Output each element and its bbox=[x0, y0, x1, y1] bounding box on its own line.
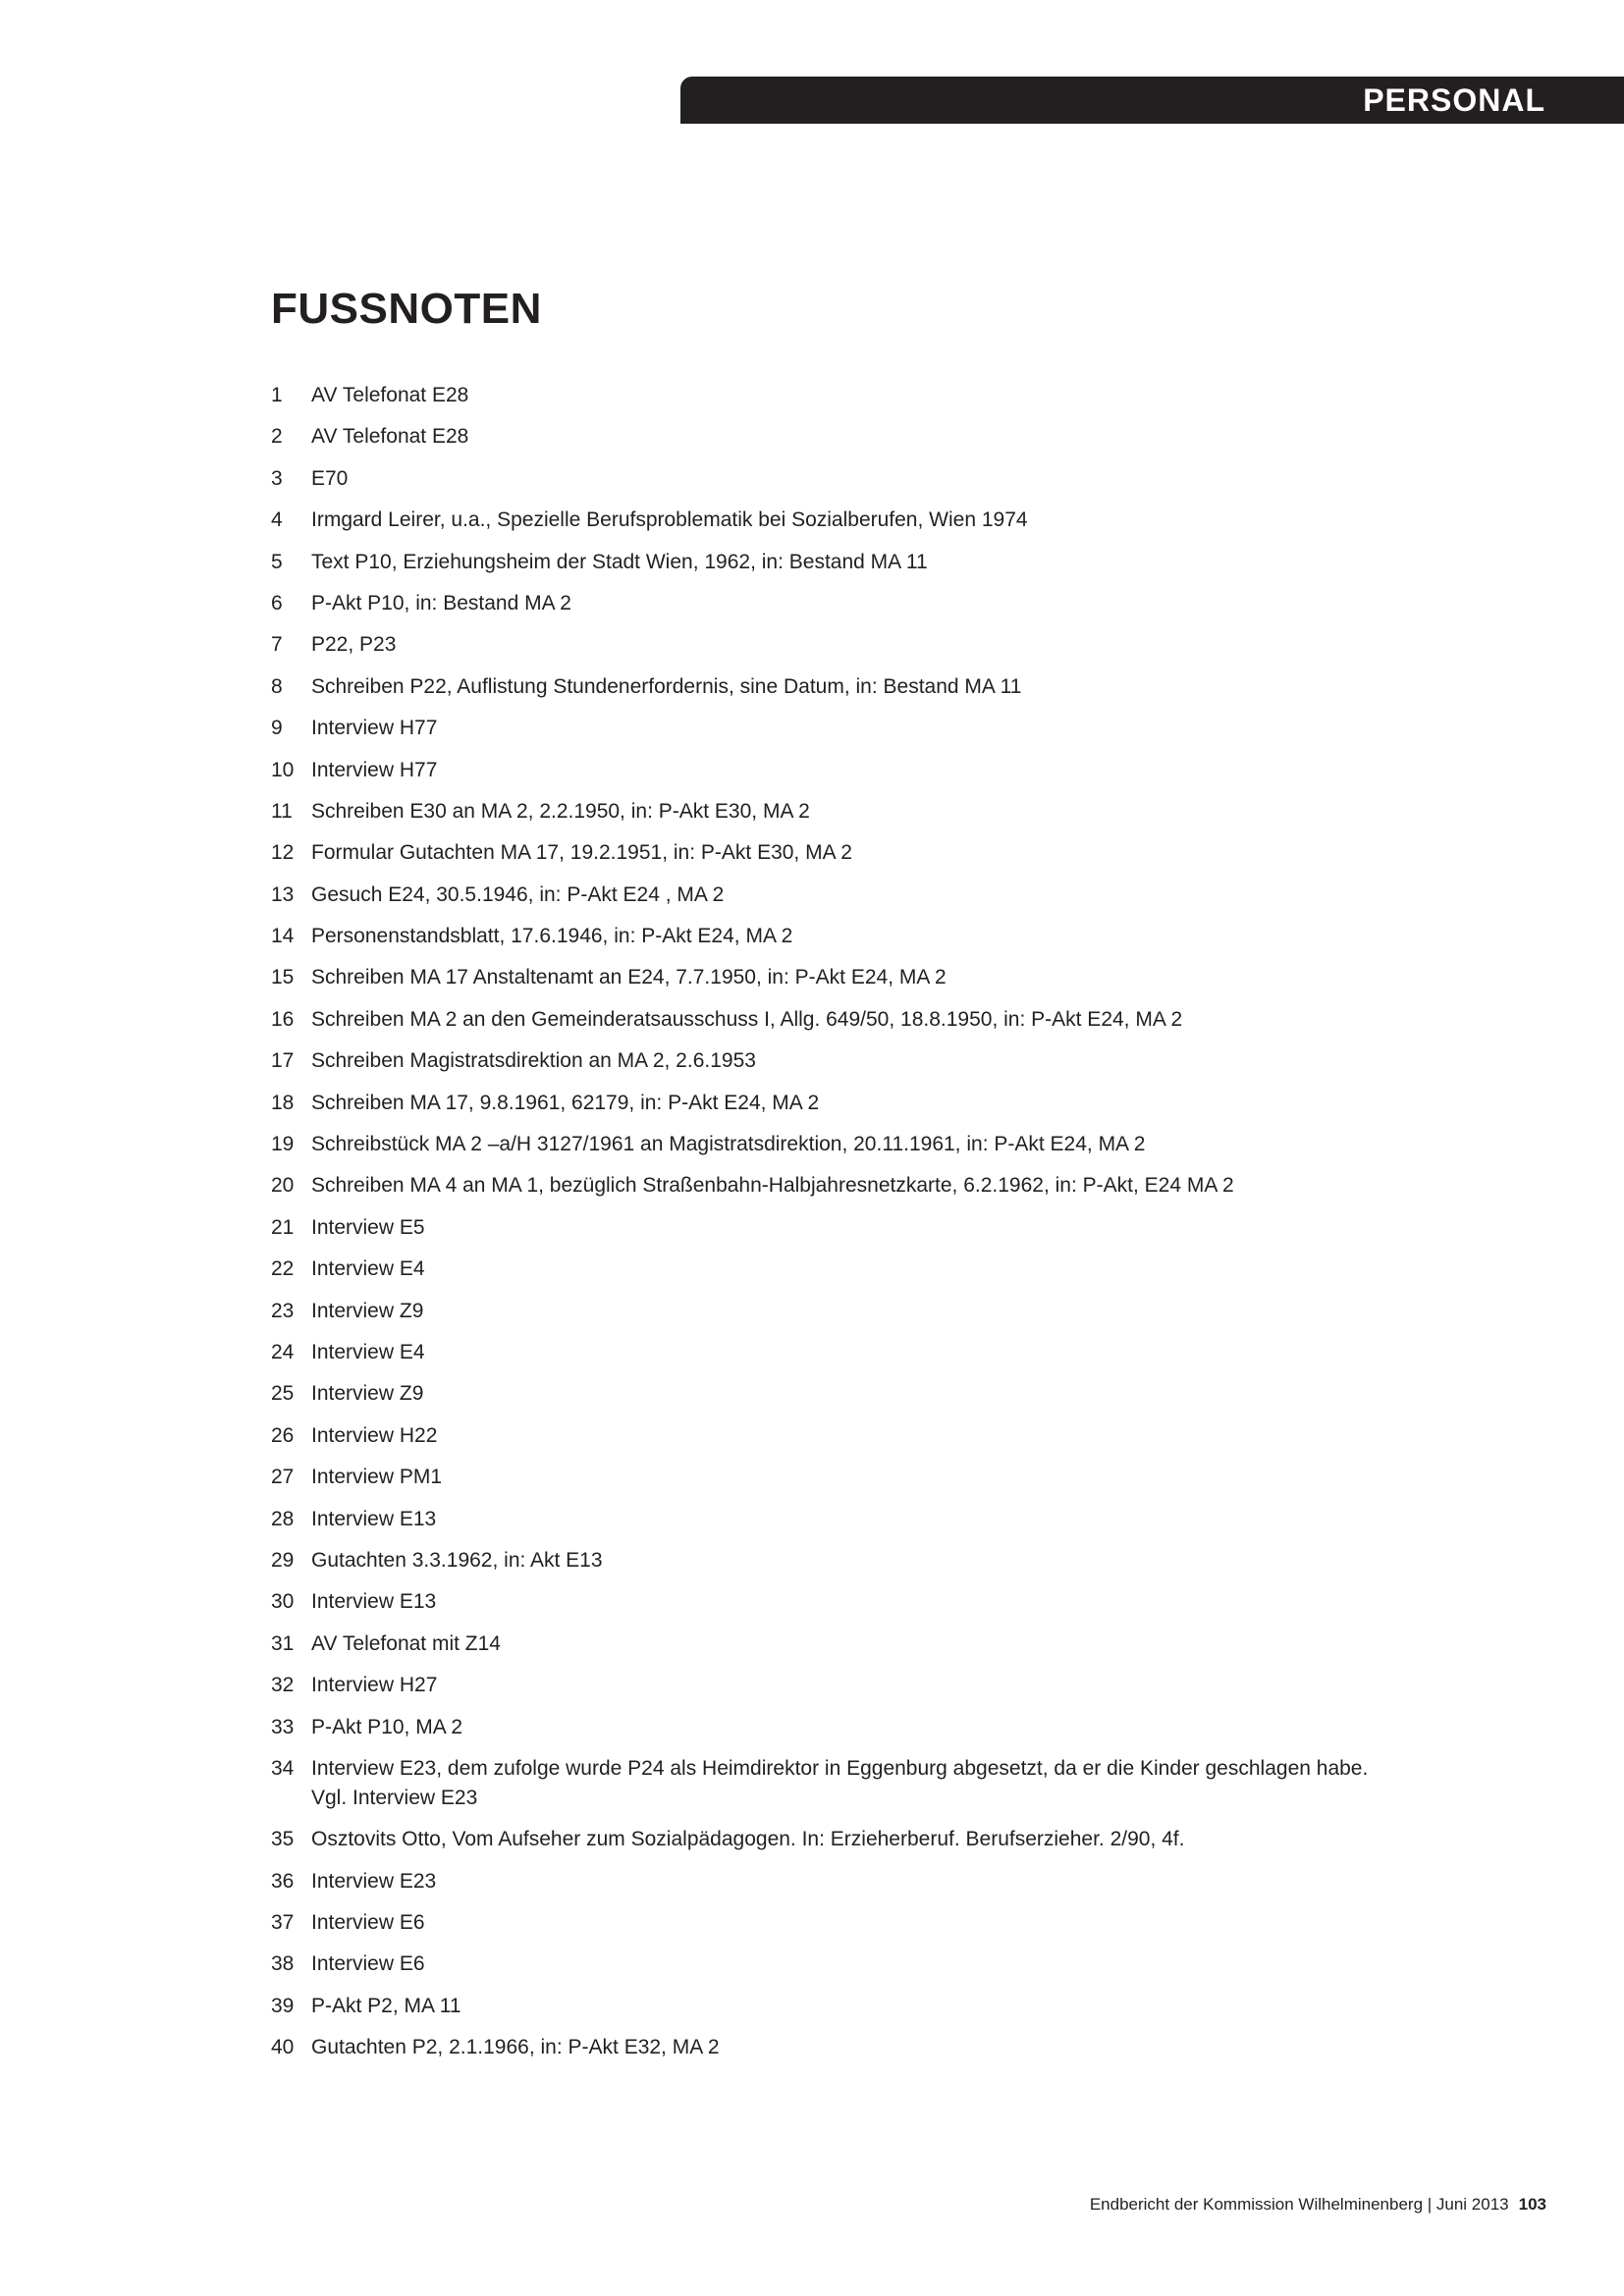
page-title: FUSSNOTEN bbox=[271, 285, 542, 333]
footnote-item bbox=[271, 756, 1400, 785]
footnote-text: Interview E13 bbox=[311, 1590, 437, 1614]
footnote-number: 2 bbox=[271, 425, 283, 449]
footnote-item bbox=[271, 1421, 1400, 1451]
footnote-number: 4 bbox=[271, 508, 283, 532]
footnote-item bbox=[271, 963, 1400, 992]
footnote-text: E70 bbox=[311, 466, 349, 490]
footnote-list bbox=[271, 381, 1400, 2075]
footnote-item bbox=[271, 1089, 1400, 1118]
footnote-text: Schreiben MA 17 Anstaltenamt an E24, 7.7.1950, in: P-Akt E24, MA 2 bbox=[311, 966, 947, 989]
footnote-item bbox=[271, 1992, 1400, 2021]
footnote-number: 38 bbox=[271, 1952, 295, 1976]
footnote-text: Schreiben MA 17, 9.8.1961, 62179, in: P-Akt E24, MA 2 bbox=[311, 1091, 820, 1114]
footnote-item bbox=[271, 1587, 1400, 1617]
footnote-text: Schreiben MA 4 an MA 1, bezüglich Straßenbahn-Halbjahresnetzkarte, 6.2.1962, in: P-Akt, E24 MA 2 bbox=[311, 1174, 1234, 1198]
footnote-number: 30 bbox=[271, 1590, 295, 1614]
footnote-number: 21 bbox=[271, 1215, 295, 1239]
footnote-text: Gutachten 3.3.1962, in: Akt E13 bbox=[311, 1548, 603, 1572]
footnote-text: Schreiben E30 an MA 2, 2.2.1950, in: P-Akt E30, MA 2 bbox=[311, 799, 810, 823]
footnote-text: Interview E13 bbox=[311, 1507, 437, 1530]
footnote-number: 39 bbox=[271, 1994, 295, 2017]
footnote-number: 15 bbox=[271, 966, 295, 989]
footnote-item bbox=[271, 1713, 1400, 1742]
footnote-text: P22, P23 bbox=[311, 633, 397, 657]
footnote-number: 34 bbox=[271, 1756, 295, 1780]
footnote-item bbox=[271, 1629, 1400, 1659]
footnote-number: 14 bbox=[271, 925, 295, 948]
footnote-text: AV Telefonat mit Z14 bbox=[311, 1631, 501, 1655]
footnote-text: Interview E4 bbox=[311, 1257, 425, 1281]
footnote-number: 36 bbox=[271, 1869, 295, 1893]
footnote-item bbox=[271, 1505, 1400, 1534]
footnote-text: Interview E23 bbox=[311, 1869, 437, 1893]
footnote-number: 11 bbox=[271, 799, 293, 823]
footnote-item bbox=[271, 1379, 1400, 1409]
footnote-number: 5 bbox=[271, 550, 283, 573]
footnote-number: 29 bbox=[271, 1548, 295, 1572]
footnote-number: 20 bbox=[271, 1174, 295, 1198]
footnote-item bbox=[271, 1130, 1400, 1159]
footnote-item bbox=[271, 381, 1400, 410]
footnote-number: 13 bbox=[271, 882, 295, 906]
footnote-item bbox=[271, 2033, 1400, 2062]
footnote-number: 3 bbox=[271, 466, 283, 490]
footnote-item bbox=[271, 589, 1400, 618]
footnote-text: Interview E5 bbox=[311, 1215, 425, 1239]
footnote-text: Interview H77 bbox=[311, 758, 438, 781]
footnote-item bbox=[271, 464, 1400, 494]
footnote-item bbox=[271, 630, 1400, 660]
footnote-number: 26 bbox=[271, 1423, 295, 1447]
footnote-text: P-Akt P10, MA 2 bbox=[311, 1715, 463, 1738]
footer-text: Endbericht der Kommission Wilhelminenberg | Juni 2013 bbox=[1089, 2195, 1509, 2214]
footnote-item bbox=[271, 1754, 1400, 1813]
footnote-item bbox=[271, 1005, 1400, 1035]
footnote-text: Interview E6 bbox=[311, 1911, 425, 1935]
footnote-number: 40 bbox=[271, 2036, 295, 2059]
footnote-number: 16 bbox=[271, 1007, 295, 1031]
footnote-text: Interview H27 bbox=[311, 1674, 438, 1697]
footnote-text: Interview PM1 bbox=[311, 1466, 443, 1489]
footnote-item bbox=[271, 797, 1400, 827]
footnote-number: 22 bbox=[271, 1257, 295, 1281]
footnote-text: Text P10, Erziehungsheim der Stadt Wien, 1962, in: Bestand MA 11 bbox=[311, 550, 928, 573]
footnote-item bbox=[271, 1546, 1400, 1575]
page-number: 103 bbox=[1518, 2195, 1546, 2214]
footnote-item bbox=[271, 1867, 1400, 1896]
footnote-item bbox=[271, 548, 1400, 577]
footnote-item bbox=[271, 1908, 1400, 1938]
footnote-item bbox=[271, 1338, 1400, 1367]
footnote-number: 1 bbox=[271, 384, 283, 406]
footnote-item bbox=[271, 881, 1400, 910]
footnote-text: Formular Gutachten MA 17, 19.2.1951, in: P-Akt E30, MA 2 bbox=[311, 841, 852, 865]
section-label: PERSONAL bbox=[1363, 81, 1545, 118]
footnote-text: Schreibstück MA 2 –a/H 3127/1961 an Magistratsdirektion, 20.11.1961, in: P-Akt E24, MA 2 bbox=[311, 1133, 1146, 1156]
footnote-number: 25 bbox=[271, 1382, 295, 1406]
footnote-text: Schreiben Magistratsdirektion an MA 2, 2.6.1953 bbox=[311, 1049, 756, 1073]
footnote-item bbox=[271, 506, 1400, 535]
footnote-number: 17 bbox=[271, 1049, 295, 1073]
footnote-item bbox=[271, 672, 1400, 702]
footnote-text: Interview Z9 bbox=[311, 1382, 424, 1406]
footnote-text: Interview E4 bbox=[311, 1340, 425, 1363]
footnote-text: Irmgard Leirer, u.a., Spezielle Berufsproblematik bei Sozialberufen, Wien 1974 bbox=[311, 508, 1028, 532]
section-header-tab bbox=[680, 77, 1624, 124]
footnote-number: 24 bbox=[271, 1340, 295, 1363]
footnote-text: AV Telefonat E28 bbox=[311, 384, 469, 406]
footnote-number: 31 bbox=[271, 1631, 295, 1655]
footnote-number: 18 bbox=[271, 1091, 295, 1114]
footnote-item bbox=[271, 1825, 1400, 1854]
footnote-number: 12 bbox=[271, 841, 295, 865]
footnote-text: Schreiben P22, Auflistung Stundenerfordernis, sine Datum, in: Bestand MA 11 bbox=[311, 674, 1022, 698]
footnote-text: Interview E6 bbox=[311, 1952, 425, 1976]
footnote-text: Gesuch E24, 30.5.1946, in: P-Akt E24 , MA 2 bbox=[311, 882, 725, 906]
footnote-number: 27 bbox=[271, 1466, 295, 1489]
footnote-text: Schreiben MA 2 an den Gemeinderatsausschuss I, Allg. 649/50, 18.8.1950, in: P-Akt E24, MA 2 bbox=[311, 1007, 1183, 1031]
footnote-text: Osztovits Otto, Vom Aufseher zum Sozialpädagogen. In: Erzieherberuf. Berufserzieher. 2/90, 4f. bbox=[311, 1828, 1185, 1851]
footnote-text: Interview Z9 bbox=[311, 1299, 424, 1322]
footnote-item bbox=[271, 422, 1400, 452]
footnote-text: P-Akt P2, MA 11 bbox=[311, 1994, 461, 2017]
footnote-item bbox=[271, 714, 1400, 743]
footnote-text: Gutachten P2, 2.1.1966, in: P-Akt E32, MA 2 bbox=[311, 2036, 720, 2059]
footnote-number: 32 bbox=[271, 1674, 295, 1697]
footnote-item bbox=[271, 922, 1400, 951]
page-footer bbox=[1090, 2195, 1546, 2215]
footnote-number: 10 bbox=[271, 758, 295, 781]
footnote-number: 33 bbox=[271, 1715, 295, 1738]
footnote-number: 19 bbox=[271, 1133, 295, 1156]
footnote-text: AV Telefonat E28 bbox=[311, 425, 469, 449]
footnote-text: Personenstandsblatt, 17.6.1946, in: P-Akt E24, MA 2 bbox=[311, 925, 793, 948]
footnote-number: 9 bbox=[271, 717, 283, 740]
footnote-number: 8 bbox=[271, 674, 283, 698]
footnote-number: 28 bbox=[271, 1507, 295, 1530]
footnote-item bbox=[271, 1046, 1400, 1076]
footnote-item bbox=[271, 1297, 1400, 1326]
footnote-item bbox=[271, 1171, 1400, 1201]
footnote-text: Interview H22 bbox=[311, 1423, 438, 1447]
footnote-number: 35 bbox=[271, 1828, 295, 1851]
footnote-item bbox=[271, 838, 1400, 868]
footnote-number: 6 bbox=[271, 591, 283, 614]
footnote-text: P-Akt P10, in: Bestand MA 2 bbox=[311, 591, 571, 614]
footnote-text: Interview E23, dem zufolge wurde P24 als Heimdirektor in Eggenburg abgesetzt, da er die Kinder geschlagen habe. Vgl. Interview E23 bbox=[311, 1756, 1369, 1809]
footnote-number: 23 bbox=[271, 1299, 295, 1322]
footnote-number: 7 bbox=[271, 633, 283, 657]
footnote-item bbox=[271, 1949, 1400, 1979]
footnote-item bbox=[271, 1213, 1400, 1243]
footnote-number: 37 bbox=[271, 1911, 295, 1935]
footnote-item bbox=[271, 1671, 1400, 1700]
footnote-item bbox=[271, 1463, 1400, 1492]
footnote-text: Interview H77 bbox=[311, 717, 438, 740]
footnote-item bbox=[271, 1255, 1400, 1284]
